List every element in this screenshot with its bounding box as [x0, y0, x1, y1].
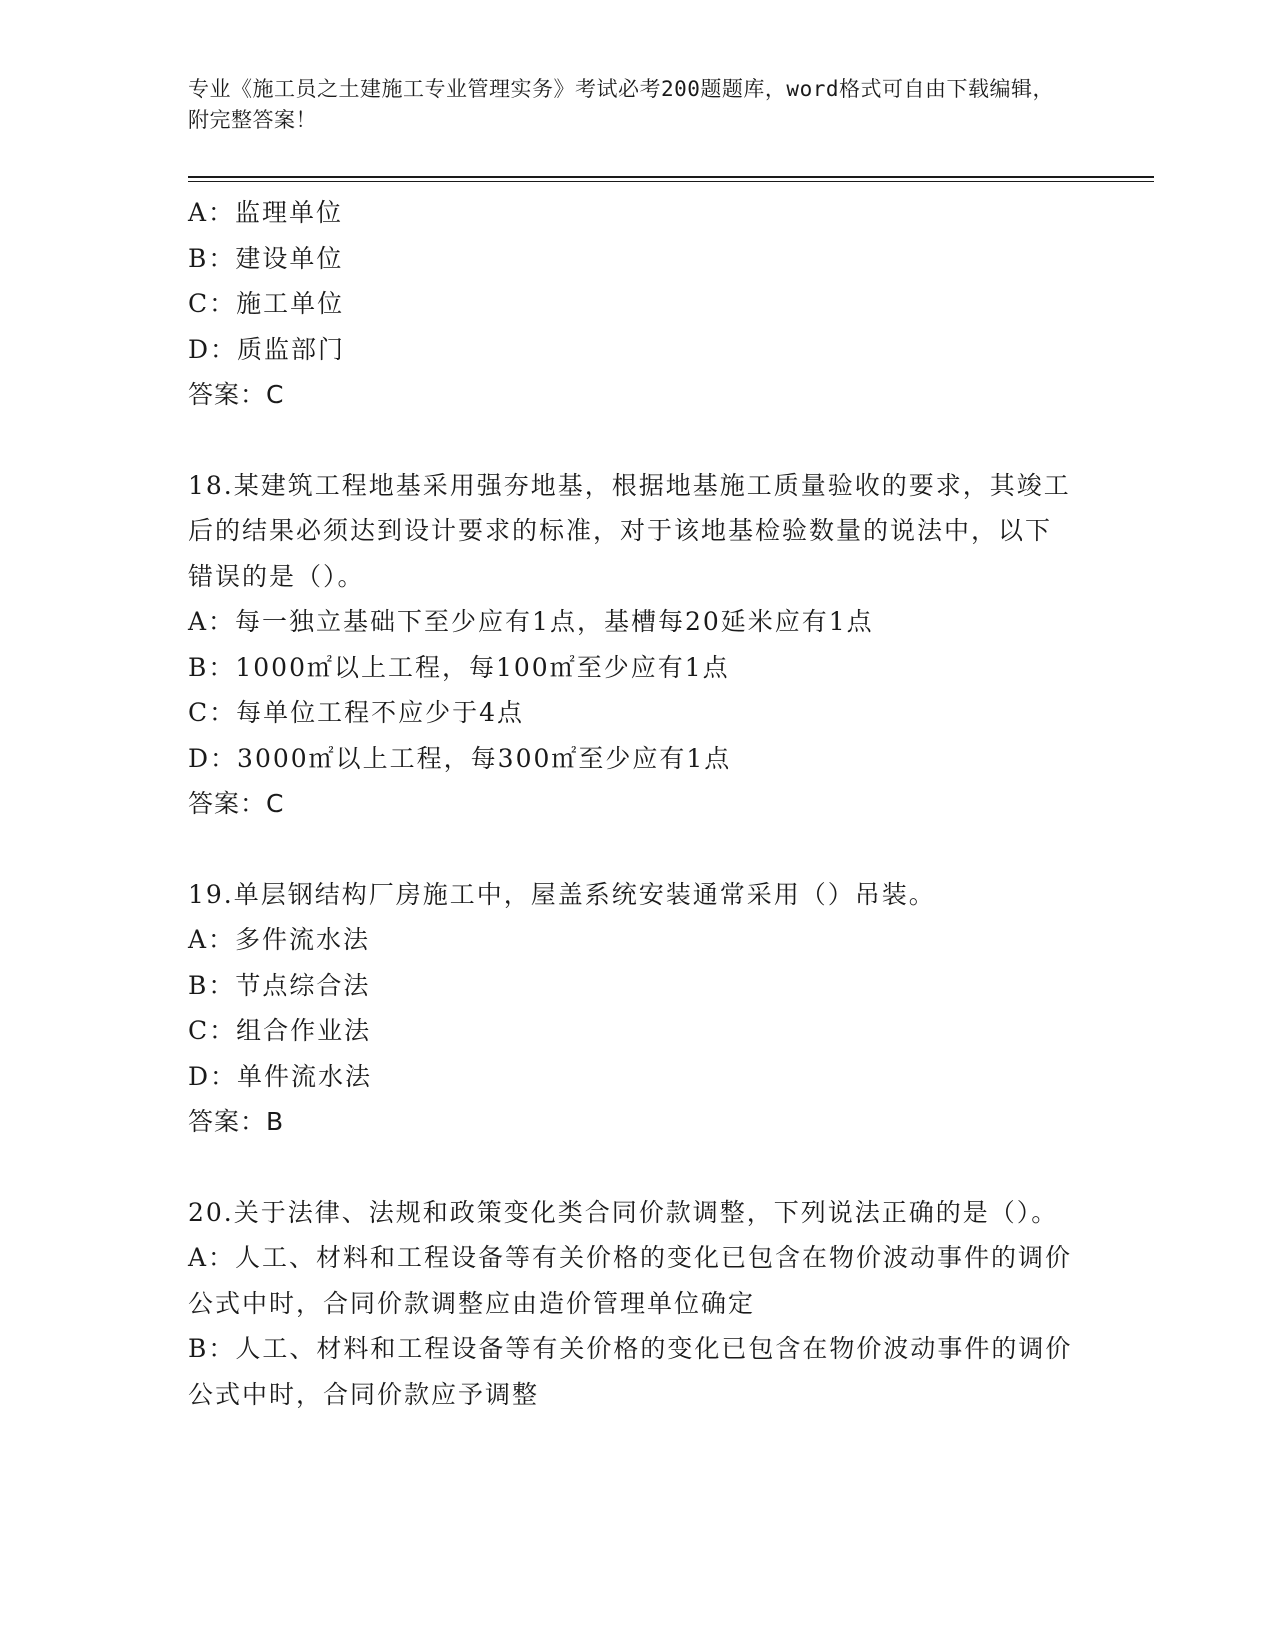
answer-line: 答案：C — [188, 380, 285, 409]
option-b: B：1000㎡以上工程，每100㎡至少应有1点 — [188, 652, 730, 682]
question-text: 20.关于法律、法规和政策变化类合同价款调整，下列说法正确的是（）。 — [188, 1197, 1059, 1227]
answer-line: 答案：B — [188, 1107, 285, 1136]
question-list — [188, 190, 1078, 1417]
question-block-17 — [188, 190, 1078, 418]
question-block-20 — [188, 1190, 1078, 1418]
option-c: C：组合作业法 — [188, 1016, 372, 1045]
option-b: B：节点综合法 — [188, 970, 371, 1000]
document-header: 专业《施工员之土建施工专业管理实务》考试必考200题题库，word格式可自由下载编辑，附完整答案！ — [188, 77, 1054, 132]
option-d: D：3000㎡以上工程，每300㎡至少应有1点 — [188, 743, 732, 773]
question-block-19 — [188, 872, 1078, 1145]
question-text: 19.单层钢结构厂房施工中，屋盖系统安装通常采用（）吊装。 — [188, 879, 936, 909]
question-spacer — [188, 418, 1078, 463]
option-a: A：多件流水法 — [188, 925, 371, 954]
option-d: D：质监部门 — [188, 334, 346, 364]
header-divider-thin — [188, 181, 1154, 182]
answer-line: 答案：C — [188, 789, 285, 818]
option-a: A：监理单位 — [188, 198, 344, 227]
option-b: B：建设单位 — [188, 243, 344, 273]
question-spacer — [188, 827, 1078, 872]
question-spacer — [188, 1145, 1078, 1190]
option-b: B：人工、材料和工程设备等有关价格的变化已包含在物价波动事件的调价公式中时，合同价款应予调整 — [188, 1334, 1073, 1409]
question-text: 18.某建筑工程地基采用强夯地基，根据地基施工质量验收的要求，其竣工后的结果必须达到设计要求的标准，对于该地基检验数量的说法中，以下错误的是（）。 — [188, 470, 1071, 591]
option-a: A：每一独立基础下至少应有1点，基槽每20延米应有1点 — [188, 607, 874, 636]
option-a: A：人工、材料和工程设备等有关价格的变化已包含在物价波动事件的调价公式中时，合同价款调整应由造价管理单位确定 — [188, 1243, 1073, 1318]
question-block-18 — [188, 463, 1078, 827]
option-c: C：施工单位 — [188, 289, 345, 318]
option-c: C：每单位工程不应少于4点 — [188, 698, 525, 727]
option-d: D：单件流水法 — [188, 1061, 373, 1091]
header-divider-thick — [188, 176, 1154, 178]
